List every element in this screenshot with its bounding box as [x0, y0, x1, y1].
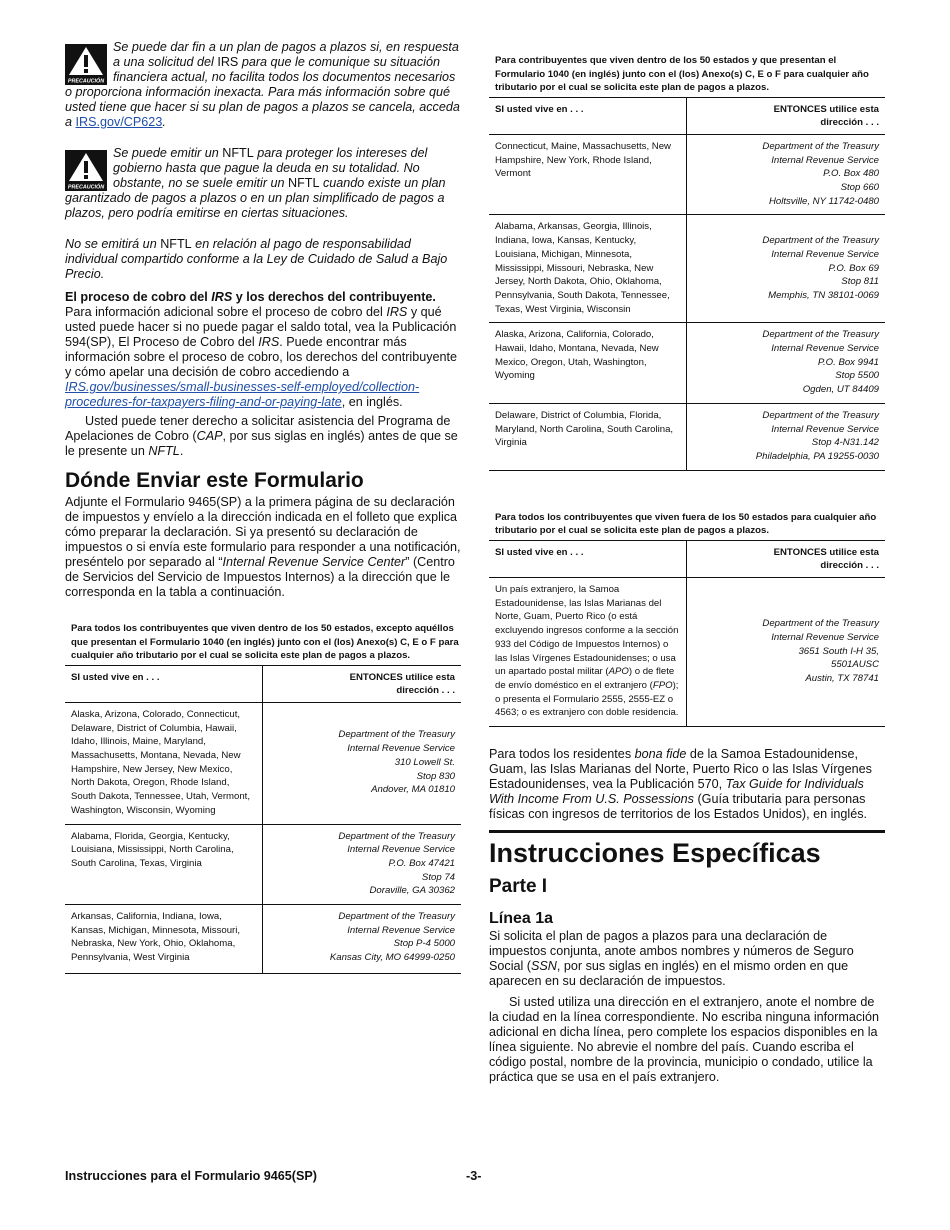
where-to-send-paragraph: Adjunte el Formulario 9465(SP) a la primera página de su declaración de impuestos y envíelo a la dirección indicada en el folleto que explica cómo preparar la declaración. Si ya presentó su declaración de impuestos o si envía este formulario para responder a una notificación, preséntelo por separado al “Internal Revenue Service Center” (Centro de Servicios del Servicio de Impuestos Internos) a la dirección que le corresponda en la tabla a continuación. [65, 495, 461, 599]
table-row: Alaska, Arizona, California, Colorado, Hawaii, Idaho, Montana, Nevada, New Mexico, Oregon, Utah, Washington, Wyoming Department of the Treasury Internal Revenue Service P.O. Box 9941 Stop 5500 Ogden, UT 84409 [489, 323, 885, 404]
table-caption: Para contribuyentes que viven dentro de los 50 estados y que presentan el Formulario 1040 (en inglés) junto con el (los) Anexo(s) C, E o F para cualquier año tributario por el cual se solicita este plan de pagos a plazos. [495, 55, 869, 93]
specific-instructions-heading: Instrucciones Específicas [489, 830, 885, 869]
right-column [489, 54, 885, 1085]
line-heading: Línea 1a [489, 910, 554, 928]
where-to-send-heading: Dónde Enviar este Formulario [65, 469, 364, 492]
table-row: Arkansas, California, Indiana, Iowa, Kansas, Michigan, Minnesota, Missouri, Nebraska, New York, Ohio, Oklahoma, Pennsylvania, West Virginia Department of the Treasury Internal Revenue Service Stop P-4 5000 Kansas City, MO 64999-0250 [65, 905, 461, 974]
bona-fide-residents-paragraph: Para todos los residentes bona fide de la Samoa Estadounidense, Guam, las Islas Marianas del Norte, Puerto Rico o las Islas Vírgenes Estadounidenses, vea la Publicación 570, Tax Guide for Individuals With Income From U.S. Possessions (Guía tributaria para personas físicas con ingresos de territorios de los Estados Unidos), en inglés. [489, 747, 872, 822]
address-table-domestic [65, 622, 461, 974]
caution-icon [65, 44, 107, 85]
table-row: Un país extranjero, la Samoa Estadounidense, las Islas Marianas del Norte, Guam, Puerto Rico (o está excluyendo ingresos conforme a la sección 933 del Código de Impuestos Internos) o las Islas Vírgenes Estadounidenses; o usa un apartado postal militar (APO) o de flete de envío doméstico en el extranjero (FPO); o presenta el Formulario 2555, 2555-EZ o 4563; o es extranjero con doble residencia. Department of the Treasury Internal Revenue Service 3651 South I-H 35, 5501AUSC Austin, TX 78741 [489, 578, 885, 727]
part-heading: Parte I [489, 876, 548, 898]
col-header-state: SI usted vive en . . . [65, 665, 262, 702]
table-row: Alaska, Arizona, Colorado, Connecticut, Delaware, District of Columbia, Hawaii, Idaho, Illinois, Maine, Maryland, Massachusetts, Montana, Nevada, New Hampshire, New Jersey, New Mexico, North Dakota, Oregon, Rhode Island, South Dakota, Tennessee, Utah, Vermont, Washington, Wisconsin, Wyoming Department of the Treasury Internal Revenue Service 310 Lowell St. Stop 830 Andover, MA 01810 [65, 702, 461, 824]
collection-process-heading: El proceso de cobro del IRS y los derechos del contribuyente. [65, 290, 436, 304]
caution-icon-label: PRECAUCIÓN [67, 184, 105, 191]
table-caption: Para todos los contribuyentes que viven fuera de los 50 estados para cualquier año tributario por el cual se solicita este plan de pagos a plazos. [495, 511, 877, 537]
footer-form-title: Instrucciones para el Formulario 9465(SP) [65, 1169, 317, 1183]
address-table-schedules [489, 54, 885, 471]
col-header-address: ENTONCES utilice esta dirección . . . [686, 97, 885, 134]
caution-note-nftl: PRECAUCIÓN Se puede emitir un NFTL para proteger los intereses del gobierno hasta que pague la deuda en su totalidad. No obstante, no se suele emitir un NFTL cuando existe un plan garantizado de pagos a plazos o en un plan simplificado de pagos a plazos, pero podría emitirse en ciertas situaciones. [65, 146, 446, 220]
line1a-paragraph-2: Si usted utiliza una dirección en el extranjero, anote el nombre de la ciudad en la línea correspondiente. No escriba ninguna información adicional en dicha línea, pero complete los espacios disponibles en la línea siguiente. No abrevie el nombre del país. Cuando escriba el código postal, nombre de la provincia, municipio o condado, utilice la práctica que se usa en el país extranjero. [489, 995, 879, 1085]
caution-icon-label: PRECAUCIÓN [67, 78, 105, 85]
page-number: -3- [466, 1169, 482, 1183]
line1a-paragraph-1: Si solicita el plan de pagos a plazos para una declaración de impuestos conjunta, anote ambos nombres y números de Seguro Social (SSN, por sus siglas en inglés) en el mismo orden en que aparecen en su declaración de impuestos. [489, 929, 854, 989]
nftl-shared-responsibility-note: No se emitirá un NFTL en relación al pago de responsabilidad individual compartido conforme a la Ley de Cuidado de Salud a Bajo Precio. [65, 237, 448, 281]
table-row: Delaware, District of Columbia, Florida, Maryland, North Carolina, South Carolina, Virginia Department of the Treasury Internal Revenue Service Stop 4-N31.142 Philadelphia, PA 19255-0030 [489, 403, 885, 470]
caution-icon [65, 150, 107, 191]
collection-process-paragraph: El proceso de cobro del IRS y los derechos del contribuyente. Para información adicional sobre el proceso de cobro del IRS y qué usted puede hacer si no puede pagar el saldo total, vea la Publicación 594(SP), El Proceso de Cobro del IRS. Puede encontrar más información sobre el proceso de cobro, los derechos del contribuyente y cómo apelar una decisión de cobro accediendo a IRS.gov/businesses/small-businesses-self-employed/collection-procedures-for-taxpayers-filing-and-or-paying-late, en inglés. [65, 290, 458, 409]
col-header-address: ENTONCES utilice esta dirección . . . [686, 540, 885, 577]
left-column [65, 40, 461, 974]
table-row: Alabama, Arkansas, Georgia, Illinois, Indiana, Iowa, Kansas, Kentucky, Louisiana, Michigan, Minnesota, Mississippi, Missouri, Nebraska, New Jersey, North Dakota, Ohio, Oklahoma, Pennsylvania, South Dakota, Tennessee, Texas, West Virginia, Wisconsin Department of the Treasury Internal Revenue Service P.O. Box 69 Stop 811 Memphis, TN 38101-0069 [489, 215, 885, 323]
caution-note-termination: PRECAUCIÓN Se puede dar fin a un plan de pagos a plazos si, en respuesta a una solicitud del IRS para que le comunique su situación financiera actual, no facilita todos los documentos necesarios o proporciona información inexacta. Para más información sobre qué usted tiene que hacer si su plan de pagos a plazos se cancela, acceda a IRS.gov/CP623. [65, 40, 460, 129]
link-collection-procedures[interactable]: IRS.gov/businesses/small-businesses-self-employed/collection-procedures-for-taxpayers-filing-and-or-paying-late [65, 380, 420, 409]
table-row: Connecticut, Maine, Massachusetts, New Hampshire, New York, Rhode Island, Vermont Department of the Treasury Internal Revenue Service P.O. Box 480 Stop 660 Holtsville, NY 11742-0480 [489, 134, 885, 215]
col-header-state: SI usted vive en . . . [489, 540, 686, 577]
col-header-state: SI usted vive en . . . [489, 97, 686, 134]
table-row: Alabama, Florida, Georgia, Kentucky, Louisiana, Mississippi, North Carolina, South Carolina, Texas, Virginia Department of the Treasury Internal Revenue Service P.O. Box 47421 Stop 74 Doraville, GA 30362 [65, 824, 461, 905]
cap-paragraph: Usted puede tener derecho a solicitar asistencia del Programa de Apelaciones de Cobro (CAP, por sus siglas en inglés) antes de que se le presente un NFTL. [65, 414, 458, 458]
address-table-foreign [489, 511, 885, 727]
table-caption: Para todos los contribuyentes que viven dentro de los 50 estados, excepto aquéllos que presentan el Formulario 1040 (en inglés) junto con el (los) Anexo(s) C, E o F para cualquier año tributario por el cual se solicita este plan de pagos a plazos. [71, 623, 459, 661]
link-cp623[interactable]: IRS.gov/CP623 [75, 115, 163, 129]
col-header-address: ENTONCES utilice esta dirección . . . [262, 665, 461, 702]
